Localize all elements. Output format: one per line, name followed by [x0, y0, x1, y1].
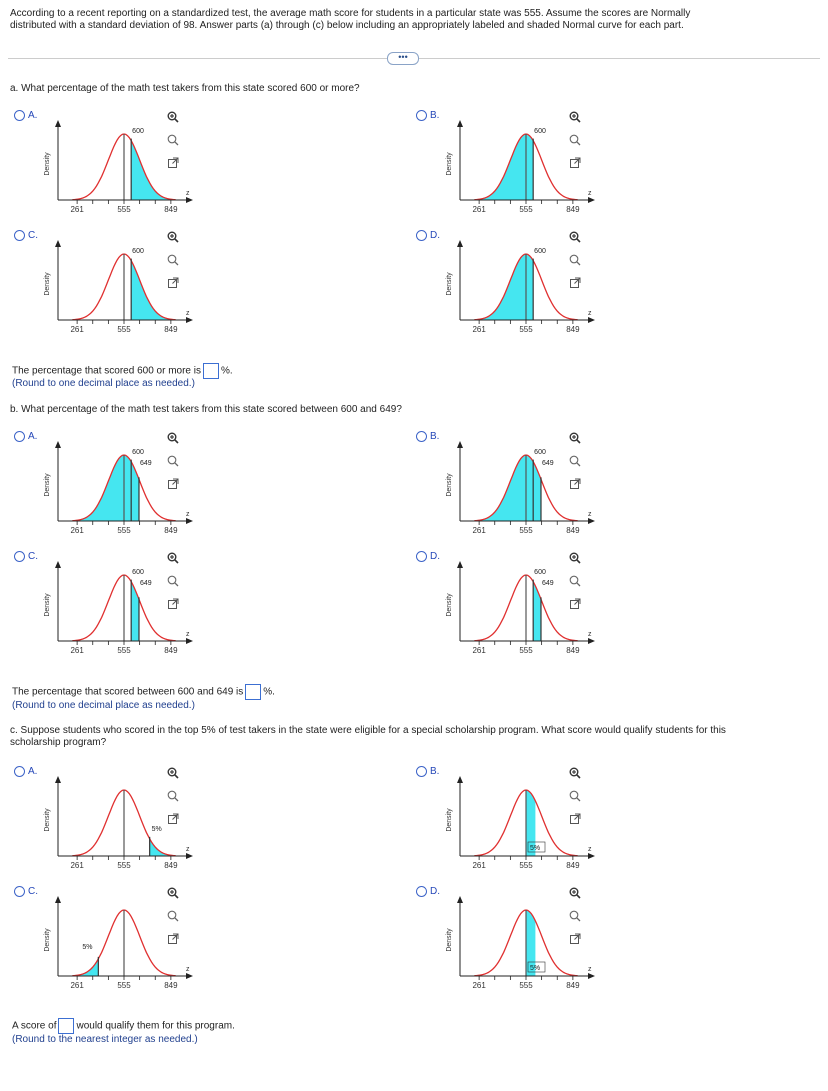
part_a-option-1-graph — [438, 112, 608, 224]
x-tick-label: 261 — [70, 861, 84, 870]
y-axis-arrow — [55, 441, 61, 448]
x-tick-label: 261 — [472, 646, 486, 655]
x-tick-label: 849 — [164, 325, 178, 334]
x-axis-arrow — [186, 317, 193, 323]
x-tick-label: 849 — [566, 526, 580, 535]
part-b-answer-prefix: The percentage that scored between 600 and 649 is — [12, 686, 244, 698]
expand-icon[interactable] — [166, 812, 180, 826]
part_b-option-a[interactable] — [14, 431, 37, 442]
zoom-in-icon[interactable] — [166, 551, 180, 565]
part_a-option-a[interactable] — [14, 110, 37, 121]
percent-label: 5% — [151, 825, 162, 833]
zoom-in-icon[interactable] — [568, 110, 582, 124]
x-tick-label: 261 — [472, 205, 486, 214]
part-b-answer-suffix: %. — [263, 686, 275, 698]
part-c-hint: (Round to the nearest integer as needed.) — [12, 1034, 198, 1045]
part-b-answer-input[interactable] — [245, 684, 261, 700]
zoom-in-icon[interactable] — [166, 431, 180, 445]
x-axis-arrow — [186, 197, 193, 203]
part_a-option-3-graph — [438, 232, 608, 344]
part_b-option-3-graph — [438, 553, 608, 665]
z-axis-label: z — [186, 846, 190, 853]
zoom-in-icon[interactable] — [568, 230, 582, 244]
part-c-question — [10, 725, 820, 749]
z-axis-label: z — [186, 511, 190, 518]
part-c-answer-prefix: A score of — [12, 1020, 57, 1032]
radio-button[interactable] — [14, 110, 25, 121]
x-tick-label: 849 — [164, 205, 178, 214]
x-tick-label: 261 — [472, 325, 486, 334]
x-axis-arrow — [588, 518, 595, 524]
density-axis-label: Density — [446, 808, 453, 832]
zoom-in-icon[interactable] — [568, 766, 582, 780]
option-letter: A. — [28, 766, 38, 777]
zoom-out-icon[interactable] — [568, 253, 582, 267]
y-axis-arrow — [457, 776, 463, 783]
part_c-option-b-chart — [438, 768, 608, 883]
radio-button[interactable] — [14, 431, 25, 442]
part_b-option-a-chart — [36, 433, 206, 548]
density-axis-label: Density — [44, 272, 51, 296]
x-tick-label: 555 — [519, 646, 533, 655]
part_a-option-b[interactable] — [416, 110, 439, 121]
x-tick-label: 555 — [117, 205, 131, 214]
x-tick-label: 849 — [164, 526, 178, 535]
part_c-option-d-chart — [438, 888, 608, 1003]
density-axis-label: Density — [446, 928, 453, 952]
part-a-answer-prefix: The percentage that scored 600 or more is — [12, 365, 201, 377]
x-tick-label: 555 — [519, 861, 533, 870]
part-c-answer-input[interactable] — [58, 1018, 74, 1034]
expand-icon[interactable] — [166, 276, 180, 290]
part_c-option-1-graph — [438, 768, 608, 880]
part_a-option-c-chart — [36, 232, 206, 347]
part_b-option-b[interactable] — [416, 431, 439, 442]
option-letter: C. — [28, 551, 38, 562]
radio-button[interactable] — [14, 230, 25, 241]
density-axis-label: Density — [44, 593, 51, 617]
option-letter: C. — [28, 886, 38, 897]
zoom-out-icon[interactable] — [166, 454, 180, 468]
x-axis-arrow — [588, 853, 595, 859]
cutoff-label: 649 — [541, 580, 554, 587]
part_a-option-2-graph — [36, 232, 206, 344]
cutoff-label: 600 — [132, 248, 144, 255]
zoom-out-icon[interactable] — [568, 133, 582, 147]
part_c-option-a-chart — [36, 768, 206, 883]
expand-icon[interactable] — [568, 597, 582, 611]
x-tick-label: 555 — [519, 205, 533, 214]
shaded-region — [474, 254, 533, 320]
z-axis-label: z — [186, 190, 190, 197]
part_b-option-d-chart — [438, 553, 608, 668]
x-tick-label: 849 — [566, 861, 580, 870]
part-c-answer-line — [12, 1018, 235, 1034]
option-letter: A. — [28, 110, 38, 121]
x-tick-label: 261 — [70, 325, 84, 334]
cutoff-label: 649 — [139, 460, 152, 467]
y-axis-arrow — [55, 120, 61, 127]
cutoff-label: 649 — [139, 580, 152, 587]
z-axis-label: z — [588, 190, 592, 197]
radio-button[interactable] — [416, 886, 427, 897]
zoom-in-icon[interactable] — [568, 886, 582, 900]
part-a-question: a. What percentage of the math test takers from this state scored 600 or more? — [10, 83, 360, 94]
cutoff-label: 649 — [541, 460, 554, 467]
expand-icon[interactable] — [166, 477, 180, 491]
x-tick-label: 555 — [117, 526, 131, 535]
option-letter: A. — [28, 431, 38, 442]
part_b-option-c-chart — [36, 553, 206, 668]
y-axis-arrow — [457, 441, 463, 448]
x-tick-label: 261 — [70, 646, 84, 655]
zoom-in-icon[interactable] — [166, 886, 180, 900]
x-tick-label: 849 — [164, 981, 178, 990]
x-axis-arrow — [186, 638, 193, 644]
x-tick-label: 261 — [472, 861, 486, 870]
density-axis-label: Density — [446, 272, 453, 296]
expand-icon[interactable] — [568, 812, 582, 826]
y-axis-arrow — [55, 776, 61, 783]
zoom-in-icon[interactable] — [568, 551, 582, 565]
density-axis-label: Density — [446, 152, 453, 176]
zoom-out-icon[interactable] — [166, 789, 180, 803]
radio-button[interactable] — [416, 230, 427, 241]
part_b-option-2-graph — [36, 553, 206, 665]
part-b-answer-line — [12, 684, 275, 700]
part-a-hint: (Round to one decimal place as needed.) — [12, 378, 195, 389]
y-axis-arrow — [55, 561, 61, 568]
zoom-out-icon[interactable] — [166, 133, 180, 147]
zoom-out-icon[interactable] — [166, 909, 180, 923]
x-tick-label: 261 — [472, 981, 486, 990]
part_a-option-c[interactable] — [14, 230, 38, 241]
z-axis-label: z — [588, 966, 592, 973]
radio-button[interactable] — [14, 551, 25, 562]
radio-button[interactable] — [416, 110, 427, 121]
zoom-out-icon[interactable] — [568, 789, 582, 803]
z-axis-label: z — [186, 631, 190, 638]
expand-icon[interactable] — [568, 932, 582, 946]
zoom-in-icon[interactable] — [166, 230, 180, 244]
z-axis-label: z — [588, 846, 592, 853]
part_c-option-2-graph — [36, 888, 206, 1000]
part_a-option-0-graph — [36, 112, 206, 224]
part-a-answer-input[interactable] — [203, 363, 219, 379]
expand-icon[interactable] — [568, 276, 582, 290]
percent-label: 5% — [530, 845, 541, 852]
expand-icon[interactable] — [568, 477, 582, 491]
density-axis-label: Density — [44, 473, 51, 497]
part_b-option-1-graph — [438, 433, 608, 545]
expand-icon[interactable] — [166, 597, 180, 611]
x-axis-arrow — [186, 973, 193, 979]
cutoff-label: 600 — [534, 449, 546, 456]
x-axis-arrow — [186, 518, 193, 524]
x-tick-label: 555 — [117, 646, 131, 655]
part-b-question: b. What percentage of the math test takers from this state scored between 600 and 649? — [10, 404, 402, 415]
x-tick-label: 555 — [519, 981, 533, 990]
part_c-option-a[interactable] — [14, 766, 37, 777]
zoom-out-icon[interactable] — [568, 909, 582, 923]
z-axis-label: z — [186, 310, 190, 317]
x-tick-label: 555 — [117, 981, 131, 990]
cutoff-label: 600 — [132, 128, 144, 135]
density-axis-label: Density — [44, 808, 51, 832]
x-axis-arrow — [588, 973, 595, 979]
expand-icon[interactable] — [166, 156, 180, 170]
density-axis-label: Density — [446, 593, 453, 617]
density-axis-label: Density — [44, 152, 51, 176]
cutoff-label: 600 — [534, 569, 546, 576]
part-c-question-line-1: c. Suppose students who scored in the top 5% of test takers in the state were eligible for a special scholarship program. What score would qualify students for this — [10, 725, 726, 736]
percent-label: 5% — [530, 965, 541, 972]
part_c-option-b[interactable] — [416, 766, 439, 777]
part_b-option-c[interactable] — [14, 551, 38, 562]
part_c-option-3-graph — [438, 888, 608, 1000]
z-axis-label: z — [588, 310, 592, 317]
x-tick-label: 555 — [519, 325, 533, 334]
part_a-option-d-chart — [438, 232, 608, 347]
x-tick-label: 261 — [472, 526, 486, 535]
radio-button[interactable] — [14, 766, 25, 777]
zoom-out-icon[interactable] — [166, 253, 180, 267]
expand-icon[interactable] — [568, 156, 582, 170]
y-axis-arrow — [457, 240, 463, 247]
y-axis-arrow — [457, 120, 463, 127]
option-letter: D. — [430, 551, 440, 562]
shaded-region — [474, 134, 533, 200]
x-axis-arrow — [186, 853, 193, 859]
z-axis-label: z — [186, 966, 190, 973]
x-tick-label: 849 — [566, 325, 580, 334]
x-tick-label: 555 — [117, 325, 131, 334]
x-tick-label: 849 — [566, 646, 580, 655]
problem-line-1: According to a recent reporting on a standardized test, the average math score for students in a particular state was 555. Assume the scores are Normally — [10, 8, 691, 19]
x-tick-label: 849 — [566, 205, 580, 214]
zoom-in-icon[interactable] — [568, 431, 582, 445]
part_c-option-c-chart — [36, 888, 206, 1003]
option-letter: D. — [430, 230, 440, 241]
y-axis-arrow — [55, 240, 61, 247]
density-axis-label: Density — [446, 473, 453, 497]
x-axis-arrow — [588, 638, 595, 644]
part_a-option-a-chart — [36, 112, 206, 227]
x-tick-label: 261 — [70, 205, 84, 214]
more-button[interactable]: ••• — [387, 52, 419, 65]
cutoff-label: 600 — [132, 569, 144, 576]
part_a-option-d[interactable] — [416, 230, 440, 241]
cutoff-label: 600 — [534, 248, 546, 255]
z-axis-label: z — [588, 511, 592, 518]
radio-button[interactable] — [416, 766, 427, 777]
expand-icon[interactable] — [166, 932, 180, 946]
radio-button[interactable] — [416, 551, 427, 562]
zoom-in-icon[interactable] — [166, 766, 180, 780]
percent-label: 5% — [82, 943, 93, 951]
option-letter: B. — [430, 110, 440, 121]
zoom-out-icon[interactable] — [568, 454, 582, 468]
option-letter: D. — [430, 886, 440, 897]
option-letter: B. — [430, 766, 440, 777]
problem-statement — [10, 8, 820, 32]
y-axis-arrow — [457, 896, 463, 903]
part-b-hint: (Round to one decimal place as needed.) — [12, 700, 195, 711]
part_c-option-d[interactable] — [416, 886, 440, 897]
z-axis-label: z — [588, 631, 592, 638]
x-tick-label: 555 — [117, 861, 131, 870]
x-axis-arrow — [588, 317, 595, 323]
part_c-option-c[interactable] — [14, 886, 38, 897]
zoom-in-icon[interactable] — [166, 110, 180, 124]
x-tick-label: 849 — [566, 981, 580, 990]
radio-button[interactable] — [416, 431, 427, 442]
part-c-question-line-2: scholarship program? — [10, 737, 107, 748]
zoom-out-icon[interactable] — [166, 574, 180, 588]
y-axis-arrow — [55, 896, 61, 903]
part_b-option-b-chart — [438, 433, 608, 548]
cutoff-label: 600 — [534, 128, 546, 135]
x-axis-arrow — [588, 197, 595, 203]
cutoff-label: 600 — [132, 449, 144, 456]
part_c-option-0-graph — [36, 768, 206, 880]
x-tick-label: 555 — [519, 526, 533, 535]
problem-line-2: distributed with a standard deviation of 98. Answer parts (a) through (c) below including an appropriately labeled and shaded Normal curve for each part. — [10, 20, 684, 31]
density-axis-label: Density — [44, 928, 51, 952]
part-a-answer-line — [12, 363, 233, 379]
x-tick-label: 849 — [164, 646, 178, 655]
part-c-answer-suffix: would qualify them for this program. — [76, 1020, 235, 1032]
radio-button[interactable] — [14, 886, 25, 897]
x-tick-label: 849 — [164, 861, 178, 870]
part_b-option-0-graph — [36, 433, 206, 545]
x-tick-label: 261 — [70, 981, 84, 990]
part_a-option-b-chart — [438, 112, 608, 227]
y-axis-arrow — [457, 561, 463, 568]
option-letter: B. — [430, 431, 440, 442]
part-a-answer-suffix: %. — [221, 365, 233, 377]
option-letter: C. — [28, 230, 38, 241]
x-tick-label: 261 — [70, 526, 84, 535]
zoom-out-icon[interactable] — [568, 574, 582, 588]
part_b-option-d[interactable] — [416, 551, 440, 562]
